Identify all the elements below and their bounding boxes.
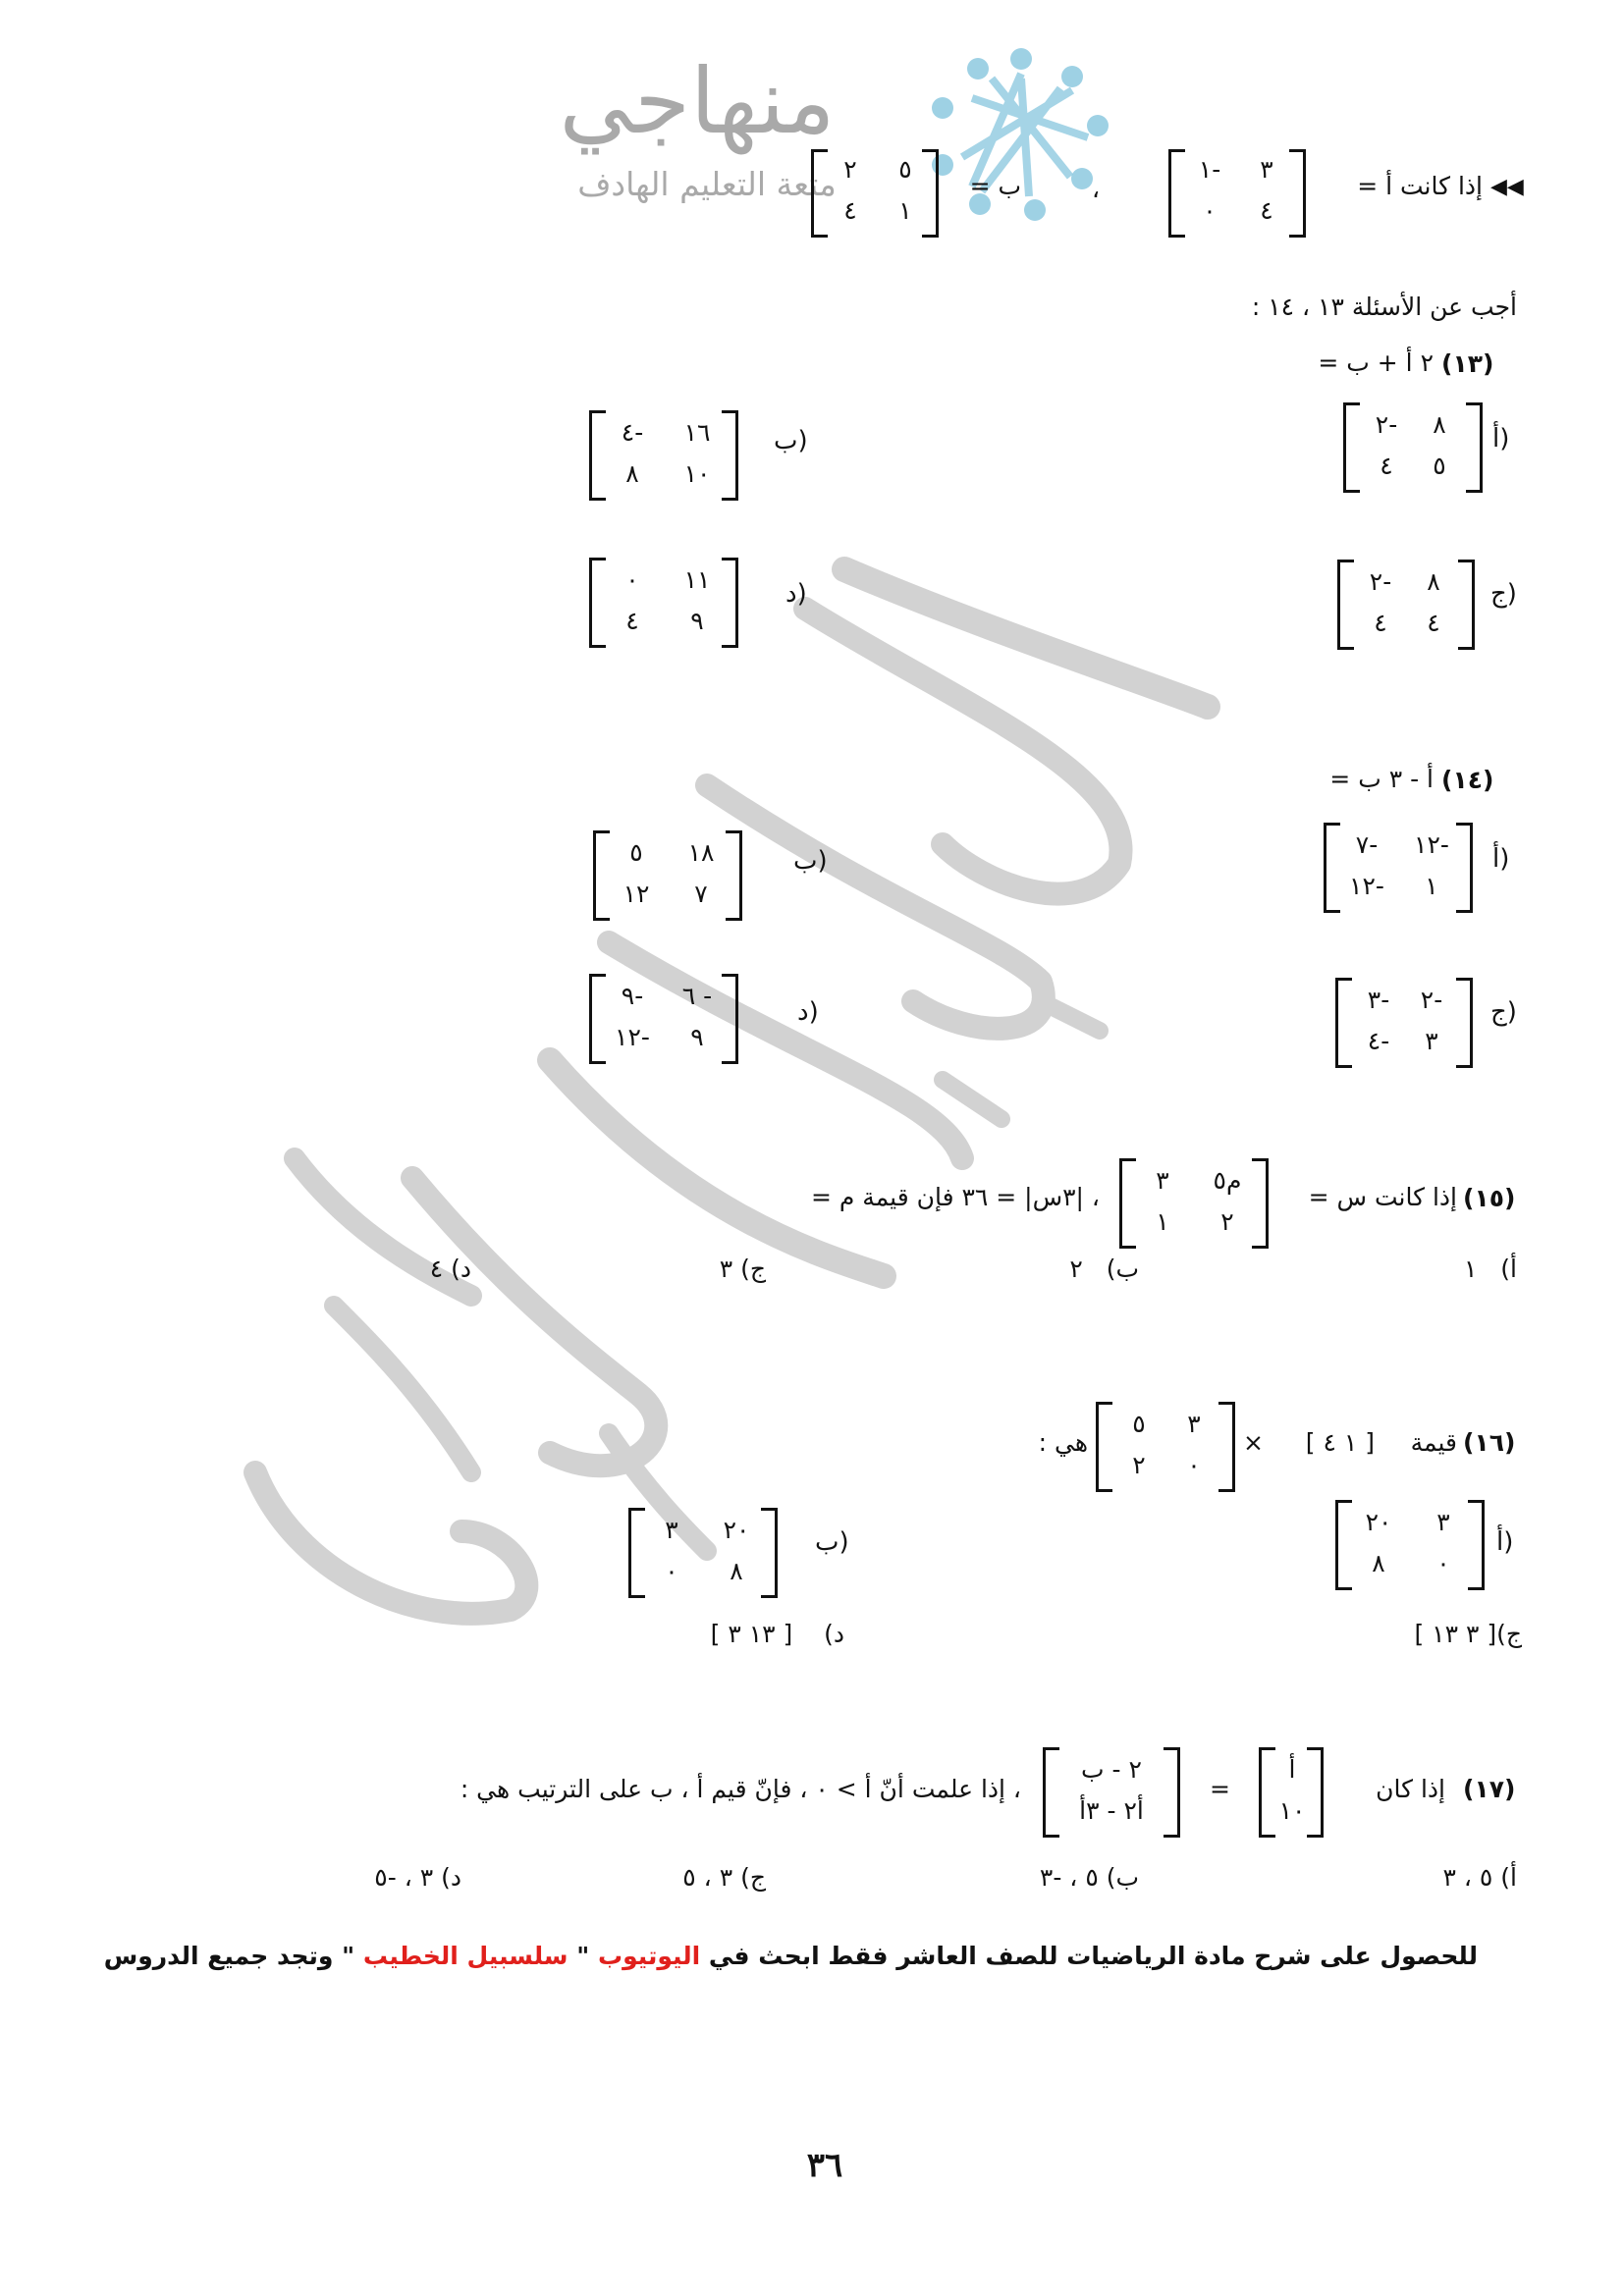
option-b-matrix: ١٨ ٥ ٧ ١٢ xyxy=(593,830,742,921)
option-d-matrix: ١١ ٠ ٩ ٤ xyxy=(589,558,738,648)
option-d-matrix: ٦ - ٩- ٩ ١٢- xyxy=(589,974,738,1064)
option-d-label[interactable]: د) xyxy=(797,997,819,1027)
column-vector-2: ٢ - ب أ٢ - ٣أ xyxy=(1043,1747,1180,1838)
question-text: ٢ أ + ب = xyxy=(1318,348,1434,377)
intro-text: إذا كانت أ = xyxy=(1357,172,1483,200)
question-number: (١٧) xyxy=(1463,1775,1516,1803)
question-text-a: إذا كان xyxy=(1376,1775,1445,1803)
equals-sign: = xyxy=(1210,1775,1230,1803)
option-a-matrix: ٣ ٢٠ ٠ ٨ xyxy=(1335,1500,1485,1590)
matrix-b: ٥ ٢ ١ ٤ xyxy=(811,149,939,238)
question-number: (١٦) xyxy=(1463,1428,1516,1457)
question-text-b: ، |٣س| = ٣٦ فإن قيمة م = xyxy=(810,1183,1100,1211)
question-text: أ - ٣ ب = xyxy=(1329,765,1434,793)
option-a[interactable]: أ) ٥ ، ٣ xyxy=(1442,1863,1517,1892)
page-number: ٣٦ xyxy=(806,2146,843,2185)
times-symbol: × xyxy=(1243,1428,1264,1457)
option-a-label[interactable]: أ) xyxy=(1492,844,1510,874)
option-d[interactable]: د) ٤ xyxy=(429,1255,471,1283)
intro-comma: ، xyxy=(1092,175,1101,203)
option-a-matrix: ١٢- ٧- ١ ١٢- xyxy=(1324,823,1473,913)
people-circle-icon xyxy=(913,39,1129,236)
option-a-matrix: ٨ ٢- ٥ ٤ xyxy=(1343,402,1483,493)
option-c[interactable]: ج) ٣ xyxy=(719,1255,766,1283)
youtube-link[interactable]: اليوتيوب xyxy=(597,1942,701,1970)
option-d[interactable]: د) ٣ ، -٥ xyxy=(374,1863,461,1892)
question-text-a: قيمة xyxy=(1410,1428,1457,1457)
question-number: (١٤) xyxy=(1441,766,1494,794)
channel-name[interactable]: سلسبيل الخطيب xyxy=(362,1942,568,1970)
option-b-label[interactable]: ب) xyxy=(793,846,828,876)
option-b-matrix: ١٦ ٤- ١٠ ٨ xyxy=(589,410,738,501)
question-number: (١٣) xyxy=(1441,349,1494,378)
intro-b-eq: ب = xyxy=(969,172,1021,200)
option-b[interactable]: ب) ٥ ، -٣ xyxy=(1039,1863,1139,1892)
footer-note-part3: " وتجد جميع الدروس xyxy=(103,1942,363,1970)
option-b-matrix: ٢٠ ٣ ٨ ٠ xyxy=(628,1508,778,1598)
question-text-a: إذا كانت س = xyxy=(1308,1183,1457,1211)
option-c-label[interactable]: ج) xyxy=(1490,579,1517,609)
question-matrix: م٥ ٣ ٢ ١ xyxy=(1119,1158,1269,1249)
footer-note-part2: " xyxy=(568,1942,598,1970)
question-matrix: ٣ ٥ ٠ ٢ xyxy=(1096,1402,1235,1492)
matrix-a: ٣ ١- ٤ ٠ xyxy=(1168,149,1306,238)
option-b[interactable]: ب) ٢ xyxy=(1069,1255,1139,1283)
option-c-label[interactable]: ج) xyxy=(1490,997,1517,1027)
option-c[interactable]: ج) ٣ ، ٥ xyxy=(682,1863,766,1892)
footer-note-part1: للحصول على شرح مادة الرياضيات للصف العاشر فقط ابحث في xyxy=(700,1942,1478,1970)
logo-title: منهاجي xyxy=(559,49,836,154)
instructions: أجب عن الأسئلة ١٣ ، ١٤ : xyxy=(1251,293,1517,321)
row-vector: [ ١ ٤ ] xyxy=(1305,1428,1375,1457)
logo-subtitle: متعة التعليم الهادف xyxy=(577,165,837,203)
option-c-matrix: ٢- ٣- ٣ ٤- xyxy=(1335,978,1473,1068)
option-b-label[interactable]: ب) xyxy=(774,426,808,455)
option-a-label[interactable]: أ) xyxy=(1492,424,1510,454)
column-vector-1: أ ١٠ xyxy=(1259,1747,1324,1838)
option-c[interactable]: ج)[ ٣ ١٣ ] xyxy=(1414,1620,1522,1648)
double-arrow-left-icon: ◀◀ xyxy=(1490,175,1524,199)
footer-note xyxy=(103,1942,1478,1970)
option-d-label[interactable]: د) xyxy=(785,579,807,609)
option-b-label[interactable]: ب) xyxy=(815,1527,849,1557)
option-c-matrix: ٨ ٢- ٤ ٤ xyxy=(1337,560,1475,650)
question-text-b: هي : xyxy=(1038,1428,1088,1457)
question-text-b: ، إذا علمت أنّ أ > ٠ ، فإنّ قيم أ ، ب على الترتيب هي : xyxy=(460,1775,1021,1803)
option-a[interactable]: أ) ١ xyxy=(1464,1255,1517,1283)
question-number: (١٥) xyxy=(1463,1184,1516,1212)
option-d[interactable]: د) [ ١٣ ٣ ] xyxy=(710,1620,844,1648)
option-a-label[interactable]: أ) xyxy=(1496,1527,1514,1557)
